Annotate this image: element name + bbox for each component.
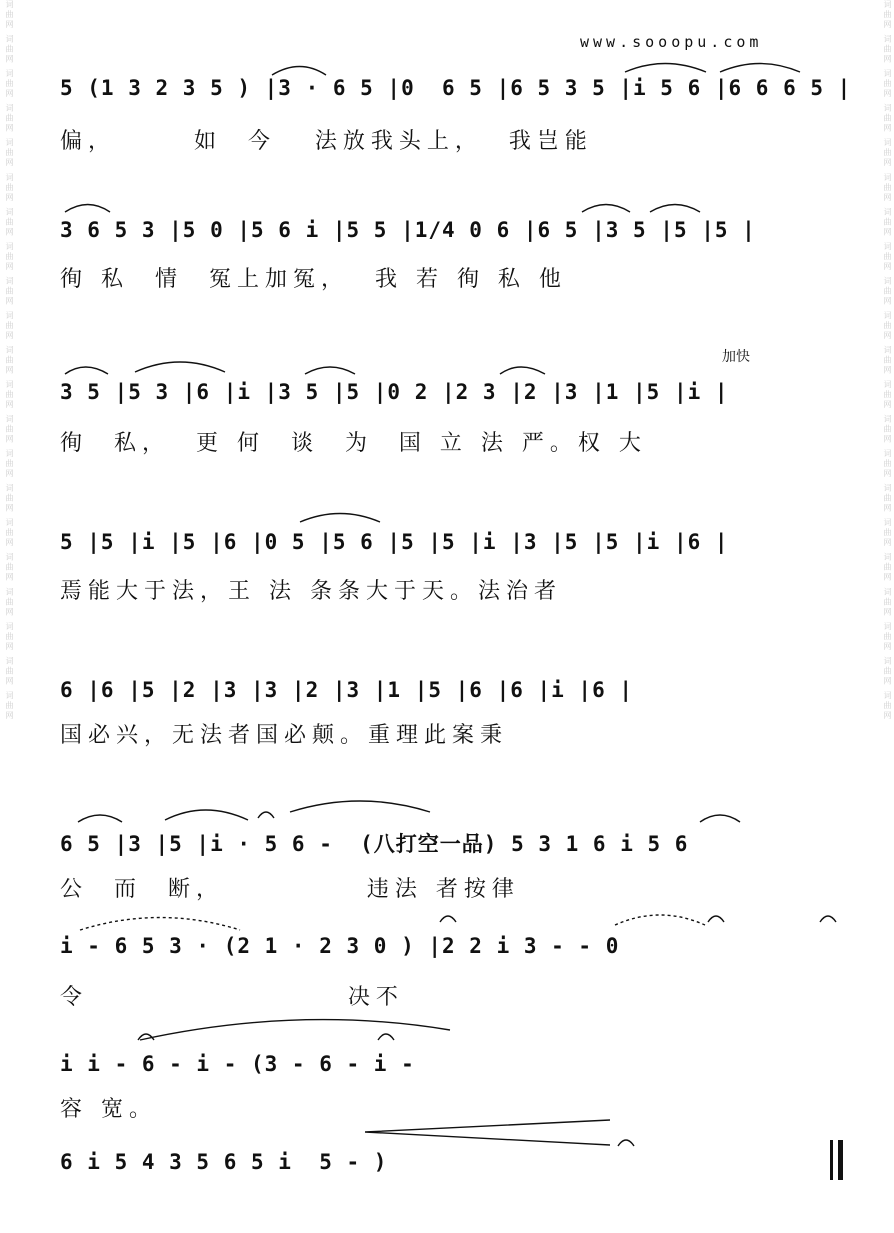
notes-row-6: 6 5 |3 |5 |i · 5 6 - (八打空一品) 5 3 1 6 i 5 6 — [60, 832, 689, 856]
site-url[interactable]: www.sooopu.com — [580, 33, 763, 51]
lyrics-row-7: 令 决不 — [60, 985, 404, 1010]
notes-row-1: 5 (1 3 2 3 5 ) |3 · 6 5 |0 6 5 |6 5 3 5 |i 5 6 |6 6 6 5 | — [60, 76, 852, 100]
notes-row-4: 5 |5 |i |5 |6 |0 5 |5 6 |5 |5 |i |3 |5 |5 |i |6 | — [60, 530, 729, 554]
side-watermark-left: 词曲网 词曲网 词曲网 词曲网 词曲网 词曲网 词曲网 词曲网 词曲网 词曲网 词曲网 词曲网 词曲网 词曲网 词曲网 词曲网 词曲网 词曲网 词曲网 词曲网 词曲网 — [5, 0, 14, 721]
tempo-annotation: 加快 — [722, 349, 750, 365]
lyrics-row-1: 偏， 如 今 法放我头上， 我岂能 — [60, 129, 593, 154]
lyrics-row-2: 徇 私 情 冤上加冤， 我 若 徇 私 他 — [60, 267, 567, 292]
notes-row-2: 3 6 5 3 |5 0 |5 6 i |5 5 |1/4 0 6 |6 5 |3 5 |5 |5 | — [60, 218, 756, 242]
lyrics-row-5: 国必兴，无法者国必颠。重理此案秉 — [60, 723, 509, 748]
notes-row-8: i i - 6 - i - (3 - 6 - i - — [60, 1052, 415, 1076]
lyrics-row-8: 容 宽。 — [60, 1097, 157, 1122]
side-watermark-right: 词曲网 词曲网 词曲网 词曲网 词曲网 词曲网 词曲网 词曲网 词曲网 词曲网 词曲网 词曲网 词曲网 词曲网 词曲网 词曲网 词曲网 词曲网 词曲网 词曲网 词曲网 — [883, 0, 892, 721]
notes-row-7: i - 6 5 3 · (2 1 · 2 3 0 ) |2 2 i 3 - - 0 — [60, 934, 620, 958]
final-barline — [830, 1140, 833, 1180]
notes-row-3: 3 5 |5 3 |6 |i |3 5 |5 |0 2 |2 3 |2 |3 |1 |5 |i | — [60, 380, 729, 404]
notes-row-9: 6 i 5 4 3 5 6 5 i 5 - ) — [60, 1150, 388, 1174]
score-sheet — [60, 0, 852, 1233]
lyrics-row-3: 徇 私， 更 何 谈 为 国 立 法 严。权 大 — [60, 431, 647, 456]
final-barline-thick — [838, 1140, 843, 1180]
lyrics-row-6: 公 而 断， 违法 者按律 — [60, 877, 520, 902]
lyrics-row-4: 焉能大于法，王 法 条条大于天。法治者 — [60, 579, 562, 604]
notes-row-5: 6 |6 |5 |2 |3 |3 |2 |3 |1 |5 |6 |6 |i |6 | — [60, 678, 634, 702]
